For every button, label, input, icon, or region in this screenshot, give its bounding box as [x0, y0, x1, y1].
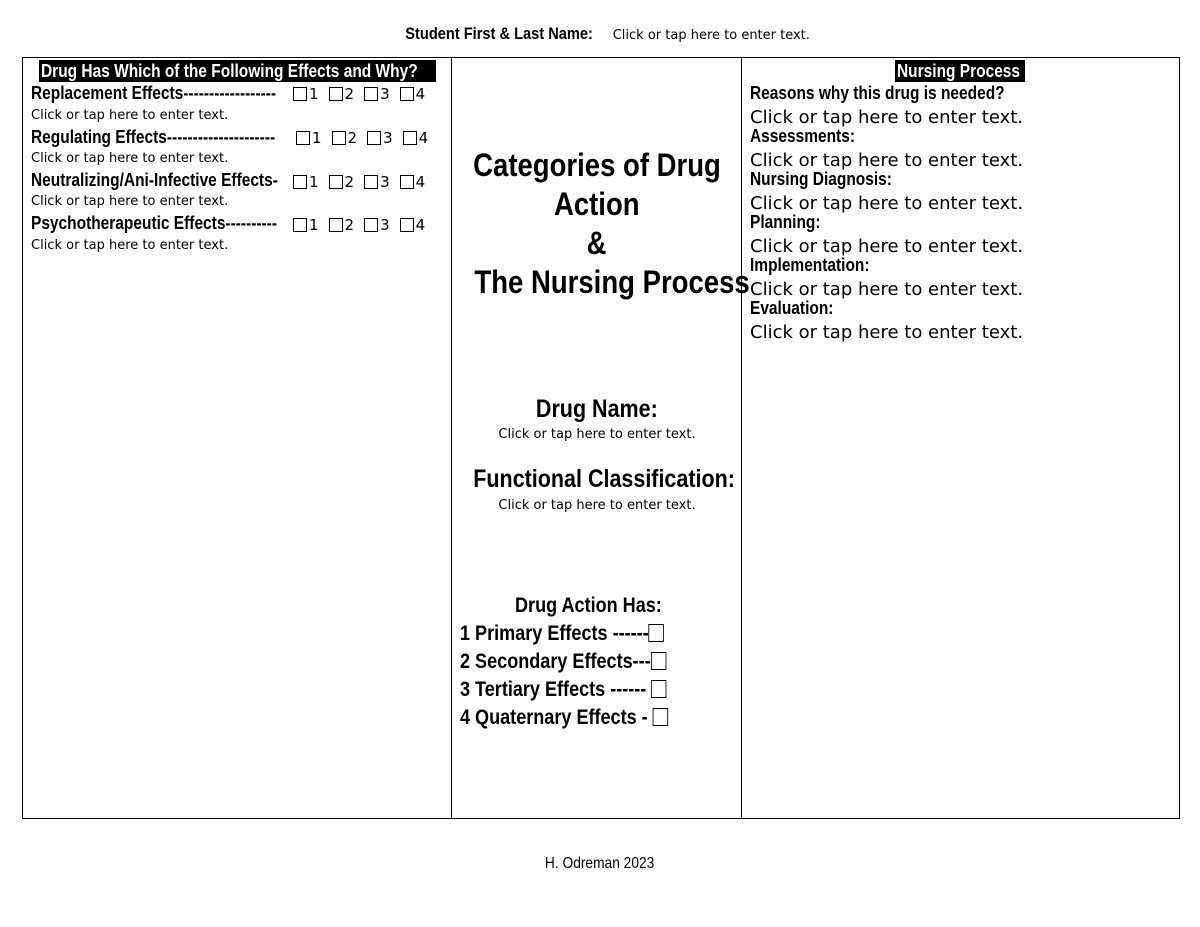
psychotherapeutic-effects-input[interactable]: Click or tap here to enter text. [31, 238, 229, 253]
student-name-label: Student First & Last Name: [405, 24, 593, 43]
checkbox-icon[interactable] [364, 87, 378, 101]
footer-credit: H. Odreman 2023 [545, 855, 655, 872]
psychotherapeutic-effects-options [293, 216, 435, 236]
replacement-effects-label: Replacement Effects------------------ [31, 83, 277, 103]
checkbox-icon[interactable] [651, 652, 666, 670]
checkbox-icon[interactable] [293, 87, 307, 101]
checkbox-icon[interactable] [403, 131, 417, 145]
neutralizing-effects-input[interactable]: Click or tap here to enter text. [31, 194, 229, 209]
neutralizing-option-2[interactable]: 2 [329, 173, 355, 191]
replacement-option-1[interactable]: 1 [293, 85, 319, 103]
effects-heading: Drug Has Which of the Following Effects and Why? [39, 60, 436, 82]
nursing-diagnosis-input[interactable]: Click or tap here to enter text. [750, 193, 1024, 214]
checkbox-icon[interactable] [364, 175, 378, 189]
neutralizing-option-1[interactable]: 1 [293, 173, 319, 191]
checkbox-icon[interactable] [329, 218, 343, 232]
planning-label: Planning: [750, 212, 821, 232]
checkbox-icon[interactable] [400, 218, 414, 232]
regulating-option-3[interactable]: 3 [367, 129, 393, 147]
regulating-option-1[interactable]: 1 [296, 129, 322, 147]
checkbox-icon[interactable] [329, 175, 343, 189]
regulating-effects-label: Regulating Effects--------------------- [31, 127, 276, 147]
worksheet-table [22, 57, 1180, 819]
replacement-option-4[interactable]: 4 [400, 85, 426, 103]
effects-column [23, 58, 452, 818]
checkbox-icon[interactable] [367, 131, 381, 145]
regulating-option-2[interactable]: 2 [332, 129, 358, 147]
psychotherapeutic-option-3[interactable]: 3 [364, 216, 390, 234]
quaternary-effects-item[interactable]: 4 Quaternary Effects - [460, 704, 702, 732]
page-title: Categories of Drug Action & The Nursing Process [473, 147, 750, 300]
regulating-effects-input[interactable]: Click or tap here to enter text. [31, 151, 229, 166]
functional-classification-input[interactable]: Click or tap here to enter text. [498, 498, 696, 513]
psychotherapeutic-option-4[interactable]: 4 [400, 216, 426, 234]
student-name-field[interactable]: Click or tap here to enter text. [612, 28, 810, 43]
assessments-input[interactable]: Click or tap here to enter text. [750, 150, 1024, 171]
nursing-diagnosis-label: Nursing Diagnosis: [750, 169, 892, 189]
drug-action-label: Drug Action Has: [515, 594, 662, 617]
replacement-option-3[interactable]: 3 [364, 85, 390, 103]
replacement-effects-input[interactable]: Click or tap here to enter text. [31, 108, 229, 123]
neutralizing-effects-label: Neutralizing/Ani-Infective Effects- [31, 170, 278, 190]
evaluation-input[interactable]: Click or tap here to enter text. [750, 322, 1024, 343]
neutralizing-option-4[interactable]: 4 [400, 173, 426, 191]
psychotherapeutic-option-1[interactable]: 1 [293, 216, 319, 234]
replacement-effects-options [293, 85, 435, 105]
nursing-process-heading: Nursing Process [895, 60, 1025, 82]
reasons-label: Reasons why this drug is needed? [750, 83, 1005, 103]
drug-name-label: Drug Name: [536, 395, 658, 423]
neutralizing-effects-options [293, 173, 435, 193]
secondary-effects-item[interactable]: 2 Secondary Effects--- [460, 648, 702, 676]
drug-name-input[interactable]: Click or tap here to enter text. [498, 427, 696, 442]
drug-action-list [460, 592, 702, 732]
checkbox-icon[interactable] [293, 218, 307, 232]
checkbox-icon[interactable] [653, 708, 668, 726]
implementation-label: Implementation: [750, 255, 870, 275]
checkbox-icon[interactable] [649, 624, 664, 642]
checkbox-icon[interactable] [293, 175, 307, 189]
checkbox-icon[interactable] [329, 87, 343, 101]
evaluation-label: Evaluation: [750, 298, 834, 318]
checkbox-icon[interactable] [400, 175, 414, 189]
center-column [452, 58, 750, 818]
regulating-effects-options [296, 129, 438, 149]
regulating-option-4[interactable]: 4 [403, 129, 429, 147]
checkbox-icon[interactable] [332, 131, 346, 145]
neutralizing-option-3[interactable]: 3 [364, 173, 390, 191]
checkbox-icon[interactable] [296, 131, 310, 145]
nursing-process-column [742, 58, 1179, 818]
functional-classification-label: Functional Classification: [473, 465, 735, 493]
checkbox-icon[interactable] [364, 218, 378, 232]
checkbox-icon[interactable] [651, 680, 666, 698]
student-name-line [0, 24, 1200, 44]
replacement-option-2[interactable]: 2 [329, 85, 355, 103]
primary-effects-item[interactable]: 1 Primary Effects ------ [460, 620, 702, 648]
planning-input[interactable]: Click or tap here to enter text. [750, 236, 1024, 257]
psychotherapeutic-option-2[interactable]: 2 [329, 216, 355, 234]
psychotherapeutic-effects-label: Psychotherapeutic Effects---------- [31, 213, 277, 233]
reasons-input[interactable]: Click or tap here to enter text. [750, 107, 1024, 128]
tertiary-effects-item[interactable]: 3 Tertiary Effects ------ [460, 676, 702, 704]
implementation-input[interactable]: Click or tap here to enter text. [750, 279, 1024, 300]
checkbox-icon[interactable] [400, 87, 414, 101]
assessments-label: Assessments: [750, 126, 855, 146]
